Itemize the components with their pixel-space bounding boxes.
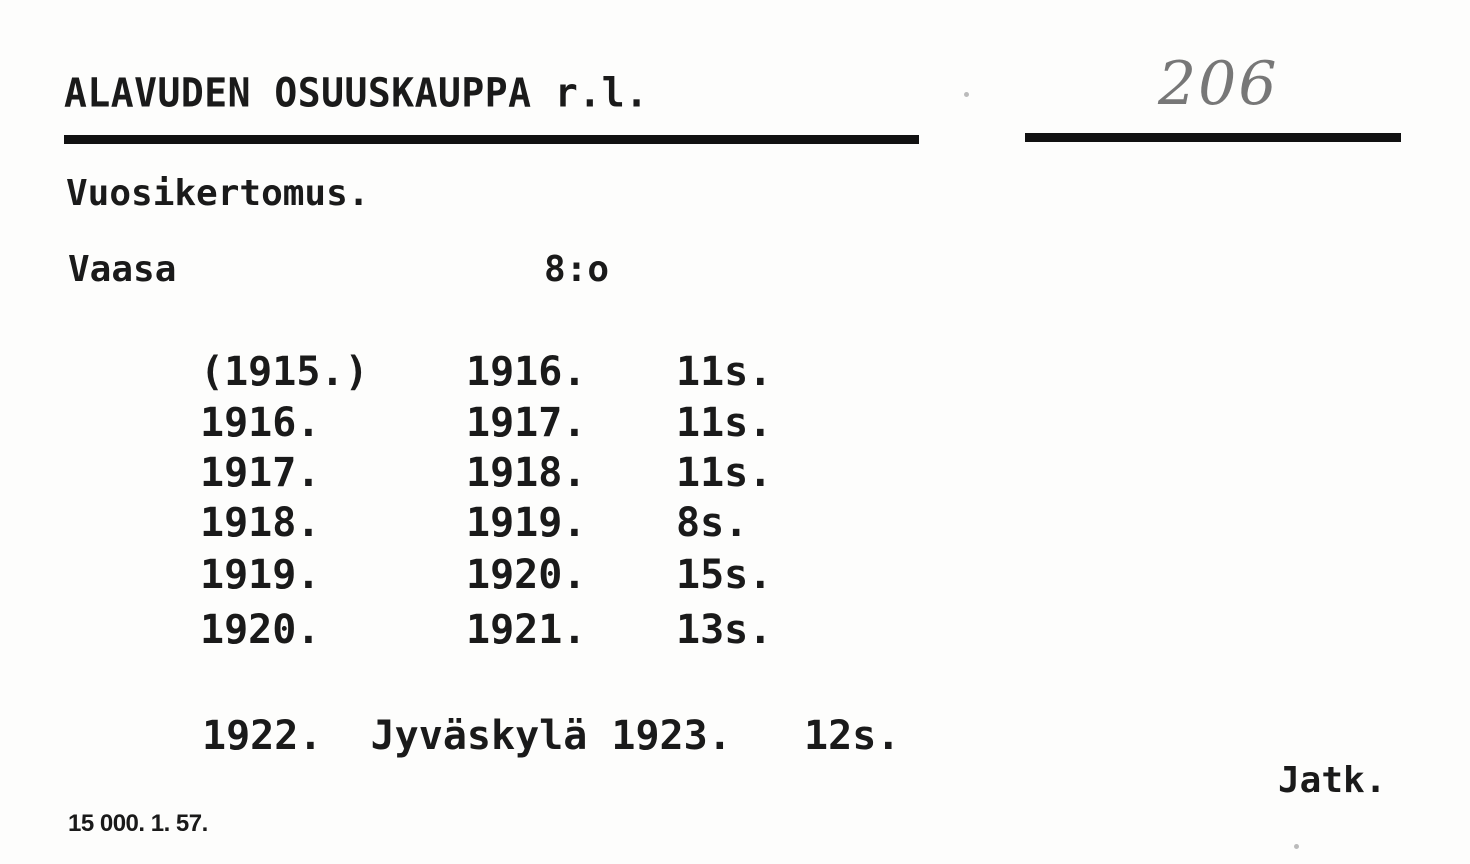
entry-from: 1919. <box>200 552 321 598</box>
entry-to: 1916. <box>466 349 587 395</box>
entry-from: 1920. <box>200 607 321 653</box>
entry-pages: 13s. <box>676 607 773 653</box>
paper-speck <box>1294 844 1299 849</box>
entry-row <box>0 450 1470 503</box>
entry-to: 1917. <box>466 400 587 446</box>
publication-format: 8:o <box>544 249 610 290</box>
entry-row <box>0 349 1470 402</box>
entry-pages: 11s. <box>676 400 773 446</box>
number-underline <box>1025 133 1401 142</box>
entry-row <box>0 400 1470 453</box>
entry-from: 1918. <box>200 500 321 546</box>
entry-pages: 11s. <box>676 349 773 395</box>
handwritten-number: 206 <box>1158 49 1279 119</box>
entry-to: 1919. <box>466 500 587 546</box>
final-entry: 1922. Jyväskylä 1923. 12s. <box>202 713 901 759</box>
entry-from: (1915.) <box>200 349 369 395</box>
paper-speck <box>964 92 969 97</box>
entry-to: 1918. <box>466 450 587 496</box>
entry-row <box>0 607 1470 660</box>
card-subtitle: Vuosikertomus. <box>66 173 370 214</box>
entry-from: 1917. <box>200 450 321 496</box>
card-title: ALAVUDEN OSUUSKAUPPA r.l. <box>64 69 649 117</box>
publication-place: Vaasa <box>68 249 177 290</box>
entry-row <box>0 552 1470 605</box>
entry-to: 1920. <box>466 552 587 598</box>
title-underline <box>64 135 919 144</box>
entry-pages: 8s. <box>676 500 749 546</box>
continued-note: Jatk. <box>1278 760 1387 801</box>
entry-from: 1916. <box>200 400 321 446</box>
entry-pages: 15s. <box>676 552 773 598</box>
print-run-number: 15 000. 1. 57. <box>68 810 208 837</box>
entry-pages: 11s. <box>676 450 773 496</box>
entry-row <box>0 500 1470 553</box>
entry-to: 1921. <box>466 607 587 653</box>
